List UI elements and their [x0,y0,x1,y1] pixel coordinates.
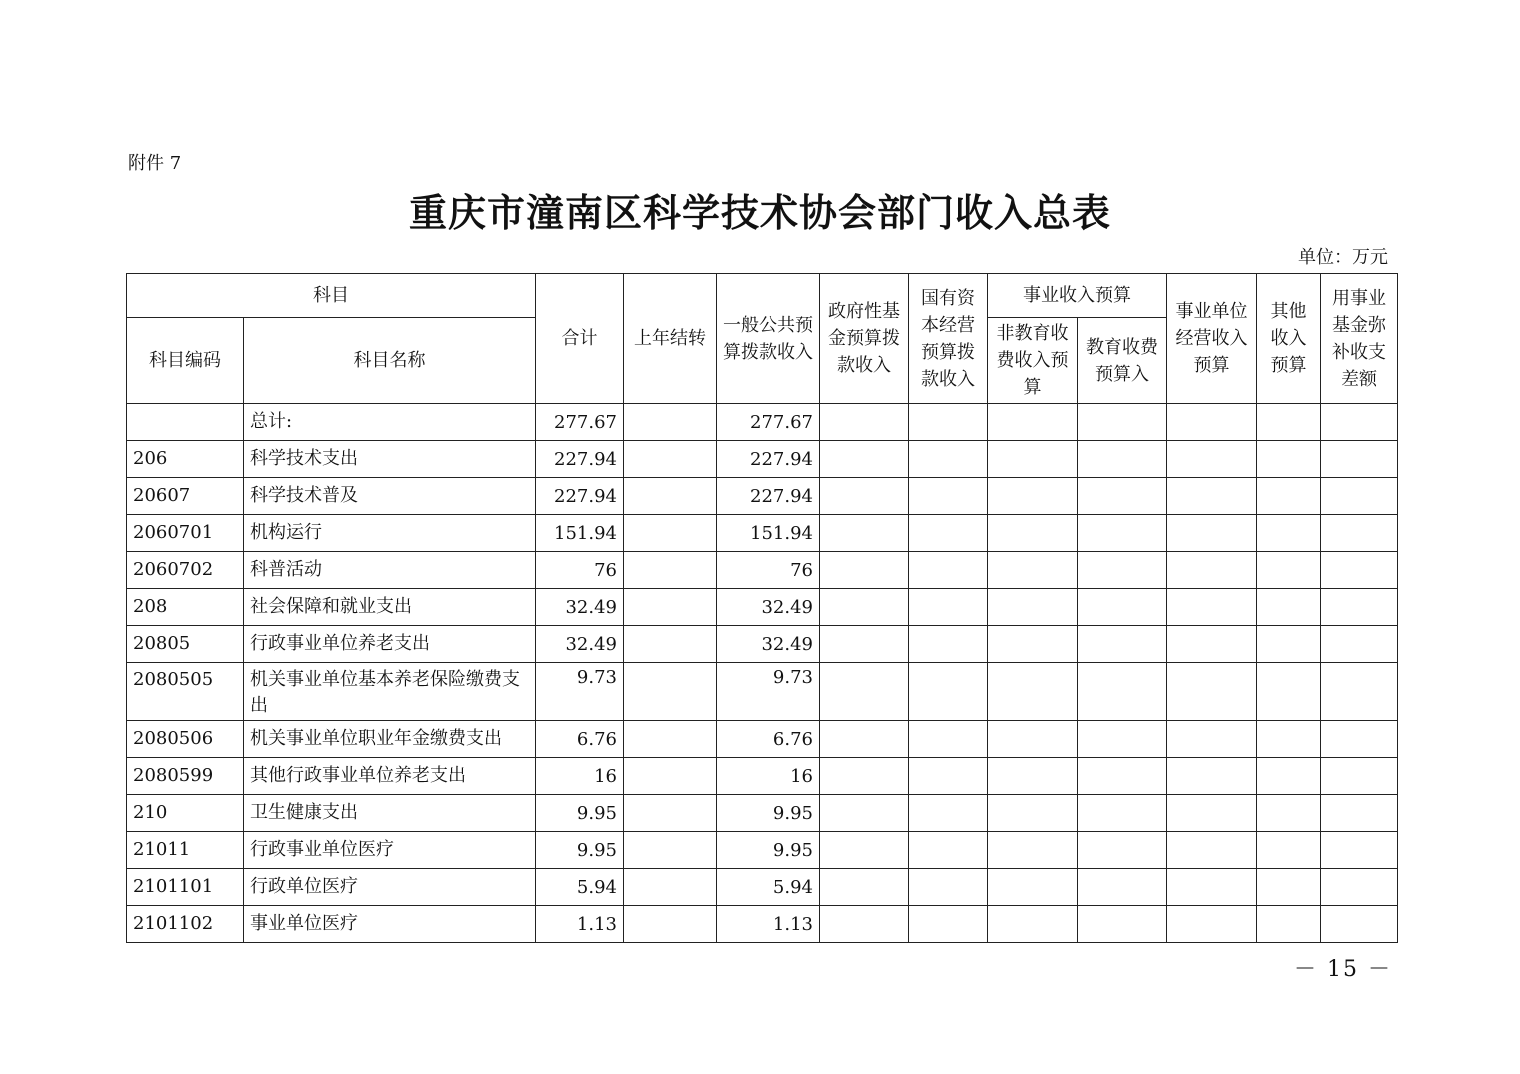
summary-row [127,404,1398,441]
row-code: 206 [127,441,244,478]
header-gov-fund: 政府性基金预算拨款收入 [820,274,909,404]
row-code: 208 [127,589,244,626]
table-row [127,589,1398,626]
row-code: 2080505 [127,663,244,721]
row-total: 9.95 [536,832,624,869]
row-code: 2101102 [127,906,244,943]
table-row [127,795,1398,832]
row-total: 227.94 [536,478,624,515]
row-total: 151.94 [536,515,624,552]
summary-total: 277.67 [536,404,624,441]
row-general-budget: 1.13 [717,906,820,943]
row-general-budget: 227.94 [717,478,820,515]
header-general-budget: 一般公共预算拨款收入 [717,274,820,404]
row-total: 9.95 [536,795,624,832]
row-name: 机关事业单位职业年金缴费支出 [244,721,536,758]
row-general-budget: 9.73 [717,663,820,721]
row-general-budget: 9.95 [717,795,820,832]
table-row [127,832,1398,869]
row-general-budget: 227.94 [717,441,820,478]
row-general-budget: 16 [717,758,820,795]
row-name: 行政事业单位医疗 [244,832,536,869]
row-code: 20607 [127,478,244,515]
header-total: 合计 [536,274,624,404]
row-name: 科普活动 [244,552,536,589]
row-total: 9.73 [536,663,624,721]
row-total: 32.49 [536,589,624,626]
row-total: 32.49 [536,626,624,663]
summary-label: 总计: [244,404,536,441]
row-total: 16 [536,758,624,795]
attachment-label: 附件 7 [128,153,182,174]
row-code: 20805 [127,626,244,663]
table-row [127,869,1398,906]
header-name: 科目名称 [244,318,536,404]
header-unit-operation: 事业单位经营收入预算 [1167,274,1257,404]
row-name: 行政单位医疗 [244,869,536,906]
row-code: 2080599 [127,758,244,795]
row-general-budget: 32.49 [717,626,820,663]
row-code: 2101101 [127,869,244,906]
header-code: 科目编码 [127,318,244,404]
header-carryover: 上年结转 [624,274,717,404]
row-code: 21011 [127,832,244,869]
header-fund-balance: 用事业基金弥补收支差额 [1321,274,1398,404]
page-number: － 15 － [1294,957,1392,982]
table-row [127,721,1398,758]
row-name: 其他行政事业单位养老支出 [244,758,536,795]
table-row [127,663,1398,721]
row-general-budget: 32.49 [717,589,820,626]
row-name: 事业单位医疗 [244,906,536,943]
row-general-budget: 5.94 [717,869,820,906]
row-name: 社会保障和就业支出 [244,589,536,626]
row-general-budget: 76 [717,552,820,589]
row-name: 科学技术普及 [244,478,536,515]
row-general-budget: 9.95 [717,832,820,869]
row-total: 1.13 [536,906,624,943]
row-name: 行政事业单位养老支出 [244,626,536,663]
unit-label: 单位：万元 [1298,247,1388,268]
row-total: 76 [536,552,624,589]
header-state-capital: 国有资本经营预算拨款收入 [909,274,988,404]
header-business-income: 事业收入预算 [988,274,1167,318]
table-row [127,515,1398,552]
table-row [127,758,1398,795]
summary-general-budget: 277.67 [717,404,820,441]
income-table [126,273,1398,943]
table-row [127,552,1398,589]
row-code: 2060702 [127,552,244,589]
row-name: 科学技术支出 [244,441,536,478]
row-code: 210 [127,795,244,832]
header-non-edu: 非教育收费收入预算 [988,318,1078,404]
row-name: 卫生健康支出 [244,795,536,832]
table-row [127,441,1398,478]
header-edu: 教育收费预算入 [1078,318,1167,404]
row-name: 机关事业单位基本养老保险缴费支出 [244,663,536,721]
row-total: 227.94 [536,441,624,478]
page-title: 重庆市潼南区科学技术协会部门收入总表 [408,191,1111,235]
row-code: 2080506 [127,721,244,758]
table-row [127,478,1398,515]
row-name: 机构运行 [244,515,536,552]
row-general-budget: 6.76 [717,721,820,758]
row-total: 5.94 [536,869,624,906]
table-row [127,626,1398,663]
header-other-income: 其他收入预算 [1257,274,1321,404]
row-code: 2060701 [127,515,244,552]
table-row [127,906,1398,943]
header-subject: 科目 [127,274,536,318]
row-total: 6.76 [536,721,624,758]
row-general-budget: 151.94 [717,515,820,552]
